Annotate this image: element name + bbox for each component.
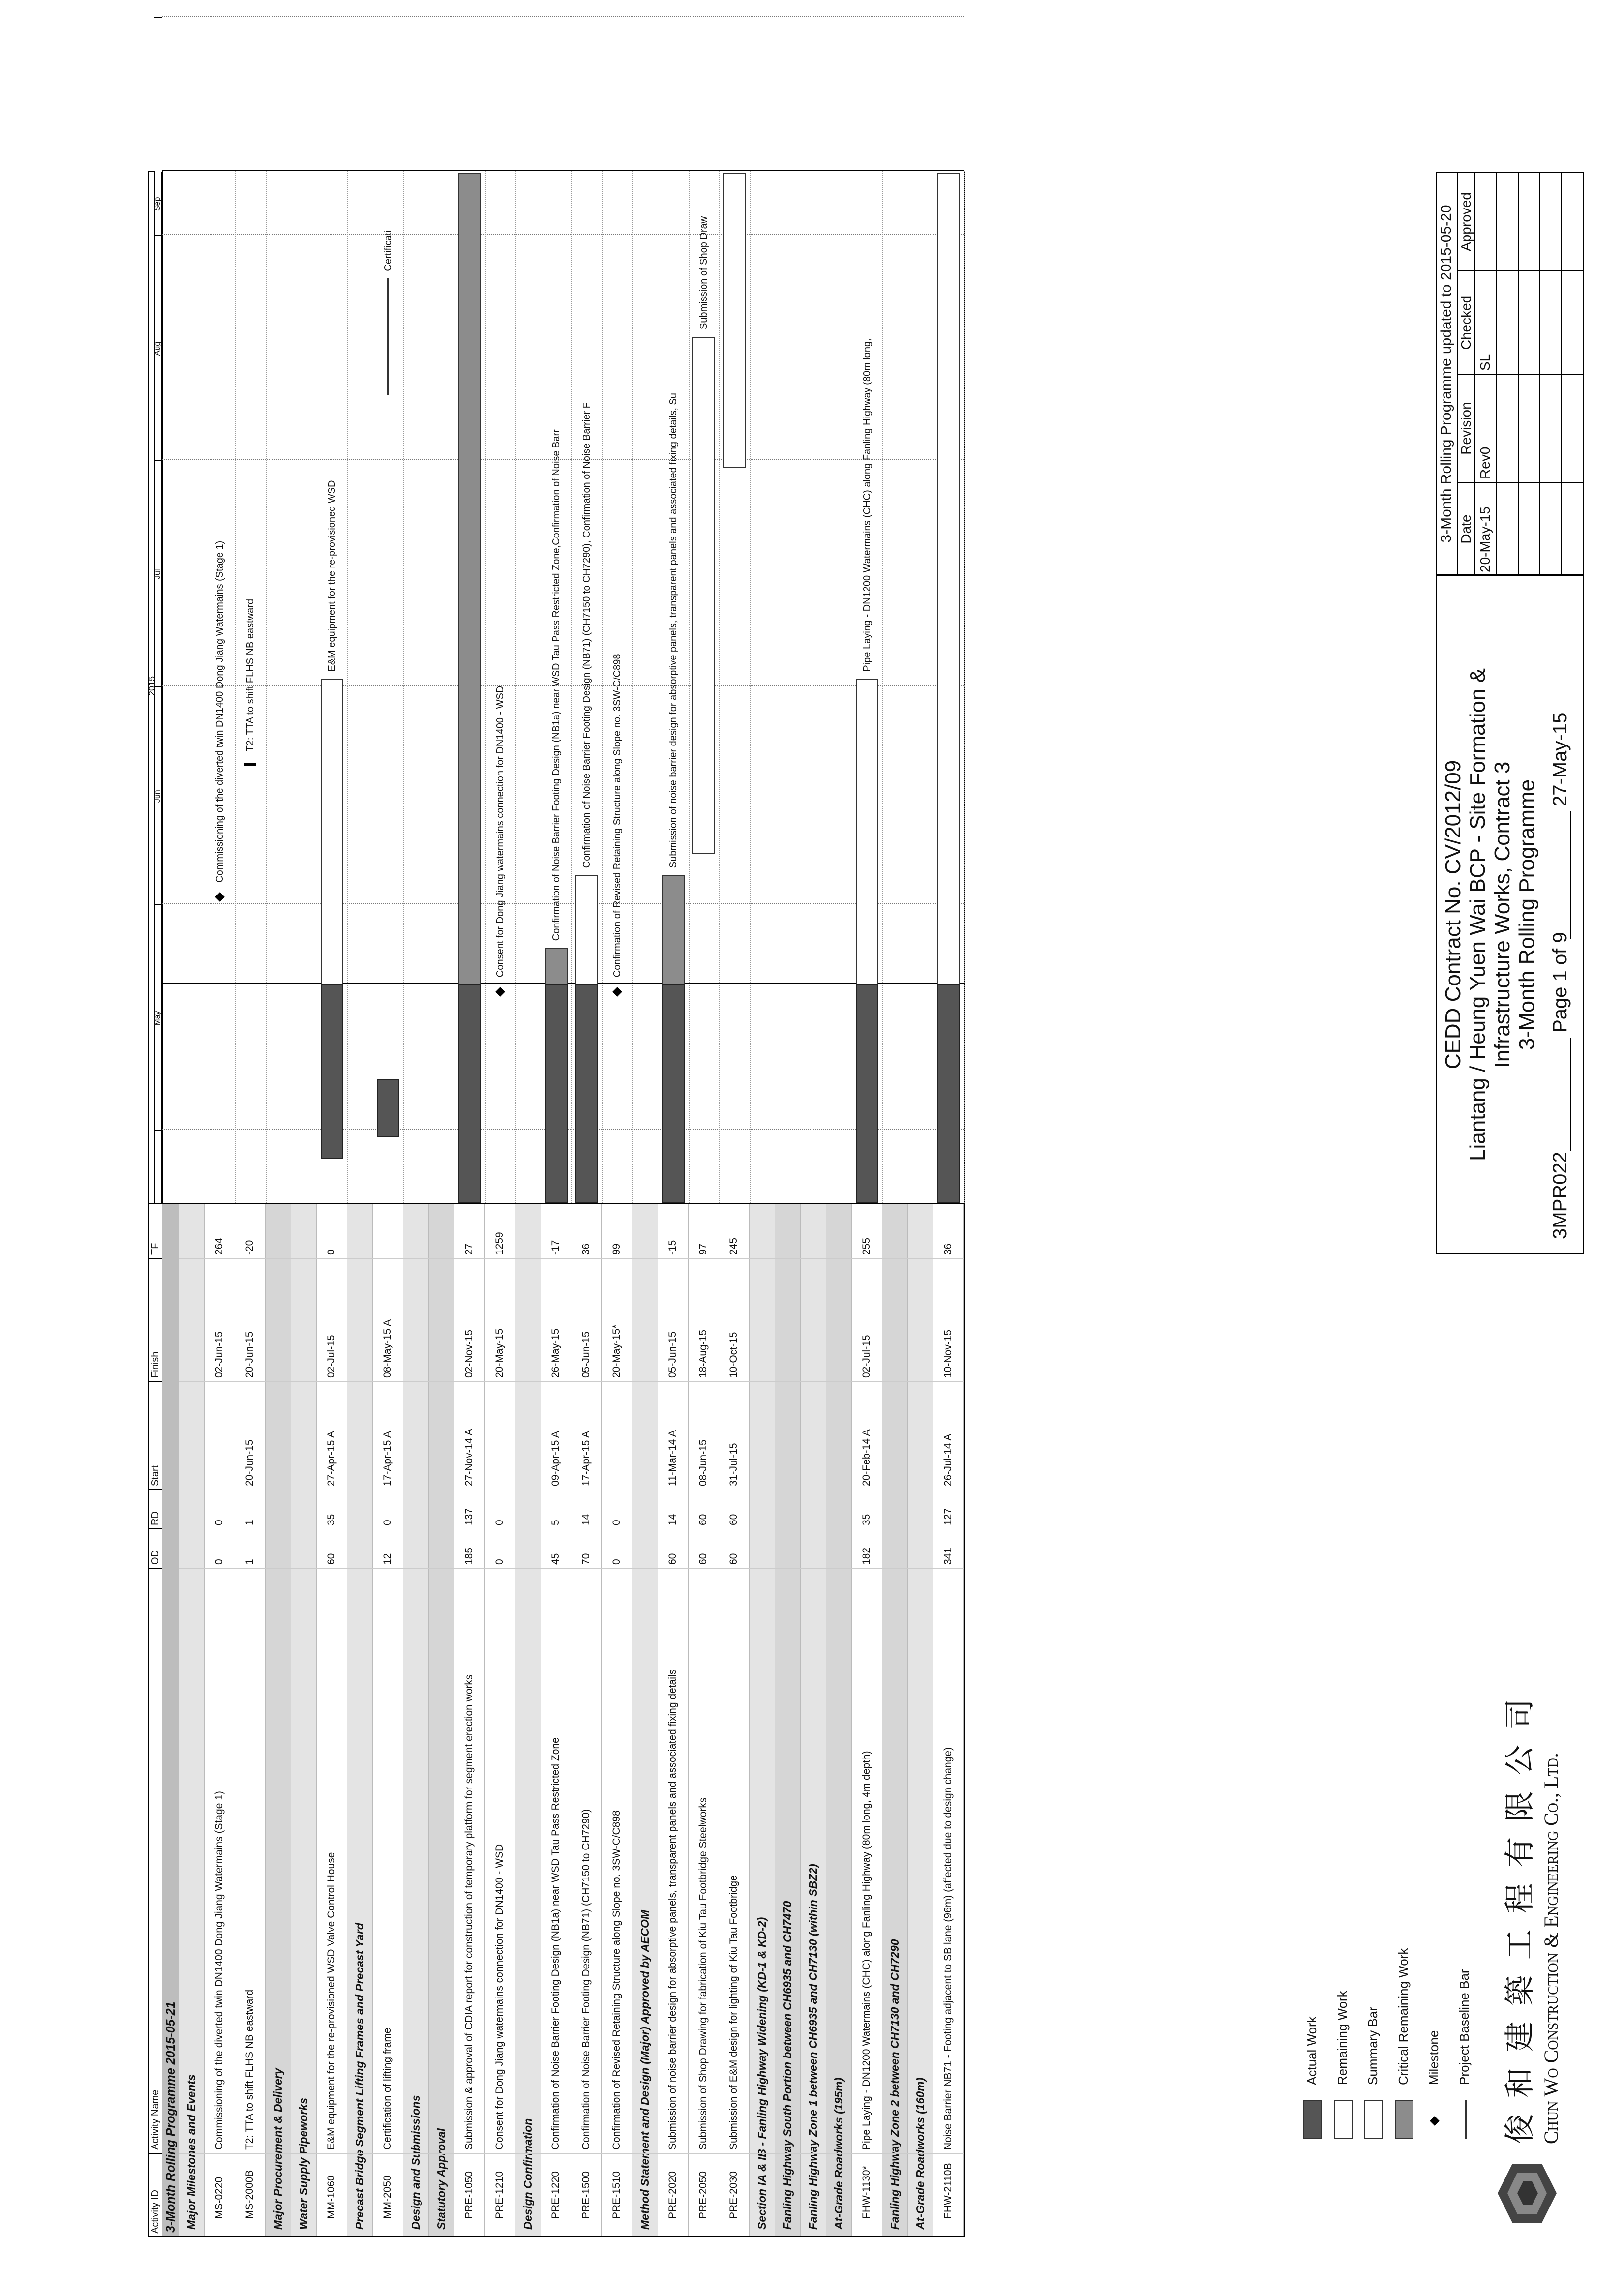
gantt-area	[162, 170, 964, 1204]
total-float: 255	[861, 1237, 872, 1255]
column-divider	[179, 1258, 964, 1259]
header-tf: TF	[149, 1203, 162, 1258]
activity-id: PRE-1510	[611, 2171, 623, 2219]
original-duration: 60	[728, 1553, 740, 1565]
total-float: -17	[550, 1240, 562, 1255]
original-duration: 0	[611, 1559, 623, 1565]
revision-title: 3-Month Rolling Programme updated to 2015-05-20	[1438, 205, 1454, 543]
remaining-work-bar[interactable]	[937, 173, 960, 984]
month-label: Jun	[153, 790, 162, 803]
total-float: 27	[463, 1243, 475, 1255]
remaining-duration: 60	[697, 1514, 709, 1525]
wbs-band-label: Major Milestones and Events	[185, 2074, 198, 2230]
header-rd: RD	[149, 1489, 162, 1528]
activity-id: MS-0220	[213, 2177, 225, 2219]
activity-id: FHW-2110B	[942, 2163, 954, 2219]
month-label: May	[153, 1011, 162, 1026]
critical-work-bar[interactable]	[662, 875, 685, 984]
table-row	[658, 1204, 689, 2237]
baseline-bar[interactable]	[387, 278, 389, 395]
revision-cell	[1518, 270, 1539, 374]
column-divider	[179, 1381, 964, 1382]
revision-cell	[1496, 482, 1518, 575]
milestone-tick[interactable]	[244, 763, 256, 766]
total-float: 36	[942, 1243, 954, 1255]
finish-date: 02-Jul-15	[861, 1335, 872, 1378]
remaining-work-bar[interactable]	[692, 337, 715, 854]
legend-swatch	[1395, 2100, 1413, 2139]
revision-header: Approved	[1457, 172, 1474, 270]
original-duration: 60	[667, 1553, 679, 1565]
activity-id: PRE-1500	[580, 2171, 592, 2219]
wbs-band	[291, 1204, 317, 2237]
remaining-work-bar[interactable]	[575, 875, 598, 984]
revision-cell	[1539, 270, 1561, 374]
wbs-band-label: Statutory Approval	[435, 2128, 448, 2230]
actual-work-bar[interactable]	[321, 984, 343, 1159]
total-float: -20	[244, 1240, 256, 1255]
milestone-marker[interactable]	[612, 987, 622, 997]
activity-name: E&M equipment for the re-provisioned WSD Valve Control House	[326, 1852, 337, 2150]
table-row	[541, 1204, 571, 2237]
revision-cell: 20-May-15	[1474, 482, 1496, 575]
original-duration: 185	[463, 1547, 475, 1565]
header-start: Start	[149, 1381, 162, 1489]
bar-label: Submission of Shop Draw	[698, 216, 709, 329]
original-duration: 182	[861, 1547, 872, 1565]
row-gridline	[403, 171, 404, 1203]
month-gridline	[162, 685, 964, 686]
total-float: -15	[667, 1240, 679, 1255]
revision-cell	[1518, 172, 1539, 270]
wbs-band	[632, 1204, 658, 2237]
actual-work-bar[interactable]	[377, 1079, 399, 1137]
bar-label: Submission of noise barrier design for absorptive panels, transparent panels and associated fixing details, Su	[668, 393, 679, 868]
legend	[1303, 1844, 1500, 2139]
header-year: 2015	[149, 171, 155, 1203]
month-divider	[154, 17, 162, 18]
row-gridline	[515, 171, 516, 1203]
activity-name: Submission of E&M design for lighting of Kiu Tau Footbridge	[728, 1875, 740, 2150]
month-header	[154, 172, 162, 1204]
document-number: 3MPR022	[1549, 1152, 1571, 1239]
revision-cell: Rev0	[1474, 374, 1496, 482]
remaining-duration: 137	[463, 1508, 475, 1525]
month-label: Aug	[153, 341, 162, 356]
wbs-band	[266, 1204, 291, 2237]
table-row	[852, 1204, 882, 2237]
start-date	[485, 1381, 515, 1489]
bar-label: Confirmation of Noise Barrier Footing Design (NB1a) near WSD Tau Pass Restricted Zone,Confirmation of Noise Barr	[551, 429, 562, 941]
start-date: 31-Jul-15	[728, 1443, 740, 1486]
activity-name: T2: TTA to shift FLHS NB eastward	[244, 1989, 256, 2150]
row-gridline	[347, 171, 348, 1203]
table-row	[689, 1204, 719, 2237]
start-date: 27-Apr-15 A	[326, 1431, 337, 1486]
row-gridline	[750, 171, 751, 1203]
row-gridline	[719, 171, 720, 1203]
milestone-marker[interactable]	[495, 987, 505, 997]
revision-cell	[1539, 172, 1561, 270]
bar-label: Commissioning of the diverted twin DN1400 Dong Jiang Watermains (Stage 1)	[214, 540, 225, 883]
finish-date: 10-Nov-15	[942, 1329, 954, 1378]
total-float: 264	[213, 1237, 225, 1255]
month-gridline	[162, 234, 964, 235]
wbs-band-label: Water Supply Pipeworks	[297, 2098, 310, 2230]
project-title-line2: Infrastructure Works, Contract 3	[1490, 761, 1514, 1068]
revision-cell	[1518, 482, 1539, 575]
wbs-band-label: Fanling Highway South Portion between CH6935 and CH7470	[781, 1901, 794, 2230]
start-date	[205, 1381, 235, 1489]
remaining-duration: 1	[244, 1520, 256, 1525]
finish-date: 20-May-15	[494, 1328, 506, 1378]
bar-label: E&M equipment for the re-provisioned WSD	[327, 480, 337, 672]
total-float: 97	[697, 1243, 709, 1255]
activity-id: FHW-1130*	[861, 2166, 872, 2219]
bar-label: Pipe Laying - DN1200 Watermains (CHC) along Fanling Highway (80m long,	[862, 338, 872, 672]
legend-swatch	[1334, 2100, 1353, 2139]
project-title-line1: Liantang / Heung Yuen Wai BCP - Site Formation &	[1466, 668, 1490, 1161]
revision-header: Date	[1457, 482, 1474, 575]
wbs-band-label: Section IA & IB - Fanling Highway Widening (KD-1 & KD-2)	[755, 1917, 768, 2230]
activity-id: PRE-2050	[697, 2171, 709, 2219]
actual-work-bar[interactable]	[545, 984, 568, 1203]
start-date: 26-Jul-14 A	[942, 1433, 954, 1486]
gantt-sheet	[148, 128, 1613, 2237]
original-duration: 60	[326, 1553, 337, 1565]
column-divider	[179, 2153, 964, 2154]
remaining-duration: 60	[728, 1514, 740, 1525]
finish-date: 02-Nov-15	[463, 1329, 475, 1378]
remaining-duration: 5	[550, 1520, 562, 1525]
activity-name: Submission of Shop Drawing for fabrication of Kiu Tau Footbridge Steelworks	[697, 1797, 709, 2150]
original-duration: 12	[382, 1553, 393, 1565]
wbs-band	[179, 1204, 205, 2237]
wbs-band	[403, 1204, 429, 2237]
finish-date: 02-Jul-15	[326, 1335, 337, 1378]
wbs-band	[750, 1204, 775, 2237]
finish-date: 05-Jun-15	[580, 1331, 592, 1378]
activity-id: PRE-2020	[667, 2171, 679, 2219]
month-gridline	[162, 16, 964, 17]
wbs-band	[775, 1204, 801, 2237]
revision-cell	[1539, 482, 1561, 575]
actual-work-bar[interactable]	[662, 984, 685, 1203]
programme-title: 3-Month Rolling Programme 2015-05-21	[163, 2001, 178, 2233]
wbs-band-label: At-Grade Roadworks (195m)	[832, 2077, 845, 2230]
revision-table	[1457, 172, 1584, 575]
activity-name: Confirmation of Noise Barrier Footing Design (NB71) (CH7150 to CH7290)	[580, 1809, 592, 2150]
company-name-cn: 俊 和 建 築 工 程 有 限 公 司	[1502, 1696, 1537, 2144]
total-float: 0	[326, 1249, 337, 1255]
activity-name: Pipe Laying - DN1200 Watermains (CHC) along Fanling Highway (80m long, 4m depth)	[861, 1751, 872, 2150]
remaining-duration: 14	[580, 1514, 592, 1525]
start-date	[602, 1381, 632, 1489]
company-logo-icon	[1495, 2159, 1559, 2228]
header-finish: Finish	[149, 1258, 162, 1381]
month-gridline	[162, 903, 964, 904]
header-od: OD	[149, 1528, 162, 1568]
table-left-border	[148, 2236, 964, 2237]
activity-name: Certification of lifting frame	[382, 2028, 393, 2150]
finish-date: 20-Jun-15	[244, 1331, 256, 1378]
total-float: 99	[611, 1243, 623, 1255]
row-gridline	[485, 171, 486, 1203]
revision-cell	[1496, 172, 1518, 270]
critical-work-bar[interactable]	[458, 173, 481, 984]
table-row	[485, 1204, 515, 2237]
total-float: 245	[728, 1237, 740, 1255]
legend-label: Milestone	[1426, 2030, 1441, 2085]
remaining-duration: 35	[326, 1514, 337, 1525]
original-duration: 341	[942, 1547, 954, 1565]
remaining-work-bar[interactable]	[321, 679, 343, 984]
activity-id: MS-2000B	[244, 2170, 256, 2219]
wbs-band	[429, 1204, 454, 2237]
activity-id: MM-2050	[382, 2175, 393, 2219]
start-date: 08-Jun-15	[697, 1439, 709, 1486]
wbs-band	[515, 1204, 541, 2237]
legend-swatch	[1364, 2100, 1383, 2139]
original-duration: 60	[697, 1553, 709, 1565]
remaining-duration: 35	[861, 1514, 872, 1525]
wbs-band-label: Major Procurement & Delivery	[271, 2068, 284, 2230]
wbs-band-label: Method Statement and Design (Major) Approved by AECOM	[638, 1910, 651, 2230]
finish-date: 10-Oct-15	[728, 1332, 740, 1378]
revision-cell	[1539, 374, 1561, 482]
legend-swatch	[1465, 2100, 1467, 2139]
bar-label: T2: TTA to shift FLHS NB eastward	[245, 598, 256, 752]
issue-date: 27-May-15	[1549, 712, 1571, 806]
finish-date: 20-May-15*	[611, 1324, 623, 1378]
table-row	[933, 1204, 964, 2237]
table-row	[719, 1204, 750, 2237]
start-date: 20-Feb-14 A	[861, 1429, 872, 1486]
start-date: 11-Mar-14 A	[667, 1430, 679, 1486]
wbs-band-label: Design Confirmation	[521, 2118, 534, 2230]
company-block	[1475, 1638, 1584, 2228]
original-duration: 0	[213, 1559, 225, 1565]
company-name-en: Chun Wo Construction & Engineering Co., Ltd.	[1540, 1753, 1562, 2144]
revision-cell: SL	[1474, 270, 1496, 374]
revision-cell	[1518, 374, 1539, 482]
milestone-marker[interactable]	[215, 893, 225, 902]
row-gridline	[964, 171, 965, 1203]
table-row	[602, 1204, 632, 2237]
table-row	[235, 1204, 266, 2237]
row-gridline	[235, 171, 236, 1203]
finish-date: 02-Jun-15	[213, 1331, 225, 1378]
revision-cell	[1496, 374, 1518, 482]
total-float	[373, 1203, 403, 1258]
legend-label: Summary Bar	[1365, 2007, 1380, 2085]
legend-swatch	[1430, 2116, 1440, 2126]
wbs-band	[347, 1204, 373, 2237]
row-gridline	[882, 171, 883, 1203]
finish-date: 26-May-15	[550, 1328, 562, 1378]
remaining-duration: 0	[611, 1520, 623, 1525]
activity-name: Submission & approval of CDIA report for construction of temporary platform for segment erection works	[463, 1674, 475, 2150]
legend-label: Actual Work	[1304, 2016, 1319, 2085]
legend-label: Project Baseline Bar	[1457, 1969, 1472, 2085]
row-gridline	[689, 171, 690, 1203]
wbs-band-label: Fanling Highway Zone 1 between CH6935 and CH7130 (within SBZ2)	[807, 1864, 819, 2230]
start-date: 20-Jun-15	[244, 1439, 256, 1486]
activity-name: Commissioning of the diverted twin DN1400 Dong Jiang Watermains (Stage 1)	[213, 1791, 225, 2150]
activity-id: PRE-1210	[494, 2171, 506, 2219]
month-label: Sep	[153, 197, 162, 211]
activity-name: Consent for Dong Jiang watermains connection for DN1400 - WSD	[494, 1844, 506, 2150]
header-activity-id: Activity ID	[149, 2153, 162, 2236]
table-row	[373, 1204, 403, 2237]
revision-header: Revision	[1457, 374, 1474, 482]
start-date: 27-Nov-14 A	[463, 1429, 475, 1486]
row-gridline	[602, 171, 603, 1203]
revision-header: Checked	[1457, 270, 1474, 374]
month-label: Jul	[153, 569, 162, 580]
wbs-band-label: At-Grade Roadworks (160m)	[914, 2077, 927, 2230]
revision-cell	[1561, 270, 1583, 374]
start-date: 09-Apr-15 A	[550, 1431, 562, 1486]
table-row	[571, 1204, 602, 2237]
remaining-duration: 14	[667, 1514, 679, 1525]
start-date: 17-Apr-15 A	[382, 1431, 393, 1486]
bar-label: Certificati	[383, 230, 393, 271]
table-row	[205, 1204, 235, 2237]
programme-name: 3-Month Rolling Programme	[1515, 779, 1539, 1050]
finish-date: 18-Aug-15	[697, 1329, 709, 1378]
programme-title-row	[162, 1204, 179, 2237]
table-row	[454, 1204, 485, 2237]
row-gridline	[632, 171, 633, 1203]
bar-label: Consent for Dong Jiang watermains connection for DN1400 - WSD	[495, 686, 506, 978]
legend-swatch	[1303, 2100, 1322, 2139]
total-float: 1259	[494, 1232, 506, 1255]
wbs-band-label: Precast Bridge Segment Lifting Frames and Precast Yard	[353, 1923, 366, 2230]
month-gridline	[162, 459, 964, 460]
header-activity-name: Activity Name	[149, 1568, 162, 2153]
remaining-duration: 0	[494, 1520, 506, 1525]
wbs-band-label: Fanling Highway Zone 2 between CH7130 and CH7290	[888, 1939, 901, 2230]
actual-work-bar[interactable]	[856, 984, 878, 1203]
wbs-band	[826, 1204, 852, 2237]
wbs-band	[908, 1204, 933, 2237]
original-duration: 70	[580, 1553, 592, 1565]
remaining-duration: 0	[213, 1520, 225, 1525]
contract-no: CEDD Contract No. CV/2012/09	[1441, 760, 1465, 1070]
activity-id: PRE-2030	[728, 2171, 740, 2219]
activity-id: PRE-1050	[463, 2171, 475, 2219]
finish-date: 05-Jun-15	[667, 1331, 679, 1378]
activity-name: Submission of noise barrier design for absorptive panels, transparent panels and associated fixing details	[667, 1669, 679, 2150]
wbs-band	[801, 1204, 826, 2237]
wbs-band-label: Design and Submissions	[409, 2095, 422, 2230]
page-number: Page 1 of 9	[1549, 932, 1571, 1033]
row-gridline	[571, 171, 572, 1203]
total-float: 36	[580, 1243, 592, 1255]
revision-cell	[1474, 172, 1496, 270]
activity-name: Confirmation of Revised Retaining Structure along Slope no. 3SW-C/C898	[611, 1810, 623, 2150]
row-gridline	[266, 171, 267, 1203]
finish-date: 08-May-15 A	[382, 1319, 393, 1378]
critical-work-bar[interactable]	[545, 948, 568, 984]
table-row	[317, 1204, 347, 2237]
remaining-work-bar[interactable]	[723, 173, 746, 468]
activity-id: MM-1060	[326, 2175, 337, 2219]
activity-name: Noise Barrier NB71 - Footing adjacent to SB lane (96m) (affected due to design change)	[942, 1747, 954, 2150]
revision-cell	[1496, 270, 1518, 374]
original-duration: 1	[244, 1559, 256, 1565]
actual-work-bar[interactable]	[937, 984, 960, 1203]
revision-cell	[1561, 374, 1583, 482]
actual-work-bar[interactable]	[575, 984, 598, 1203]
legend-label: Critical Remaining Work	[1396, 1948, 1411, 2085]
original-duration: 0	[494, 1559, 506, 1565]
remaining-work-bar[interactable]	[856, 679, 878, 984]
revision-cell	[1561, 172, 1583, 270]
wbs-band	[882, 1204, 908, 2237]
activity-name: Confirmation of Noise Barrier Footing Design (NB1a) near WSD Tau Pass Restricted Zone	[550, 1737, 562, 2150]
actual-work-bar[interactable]	[458, 984, 481, 1203]
column-divider	[179, 1568, 964, 1569]
start-date: 17-Apr-15 A	[580, 1431, 592, 1486]
bar-label: Confirmation of Revised Retaining Structure along Slope no. 3SW-C/C898	[612, 654, 623, 978]
remaining-duration: 0	[382, 1520, 393, 1525]
bar-label: Confirmation of Noise Barrier Footing Design (NB71) (CH7150 to CH7290), Confirmation of Noise Barrier F	[581, 402, 592, 868]
original-duration: 45	[550, 1553, 562, 1565]
doc-no-underline	[1570, 1038, 1571, 1151]
revision-cell	[1561, 482, 1583, 575]
remaining-duration: 127	[942, 1508, 954, 1525]
page-underline	[1570, 811, 1571, 939]
legend-label: Remaining Work	[1335, 1991, 1350, 2085]
activity-id: PRE-1220	[550, 2171, 562, 2219]
